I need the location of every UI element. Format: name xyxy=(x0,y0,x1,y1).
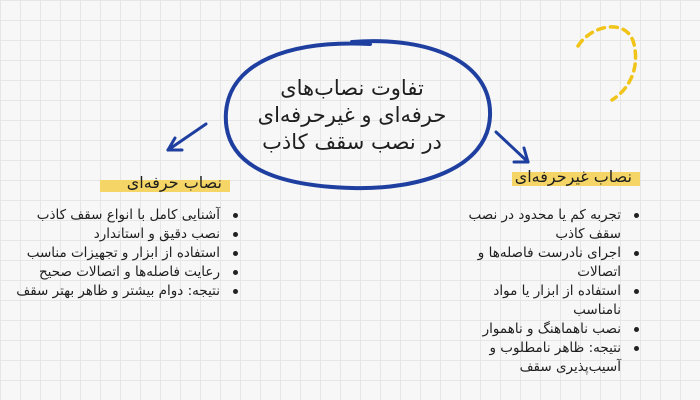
title-line-2: حرفه‌ای و غیرحرفه‌ای xyxy=(257,102,447,127)
right-list xyxy=(457,206,643,377)
list-item: آشنایی کامل با انواع سقف کاذب xyxy=(6,206,242,225)
center-title xyxy=(232,60,472,170)
list-item: تجربه کم یا محدود در نصب سقف کاذب xyxy=(457,206,643,244)
list-item: نصب دقیق و استاندارد xyxy=(6,225,242,244)
list-item: نتیجه: ظاهر نامطلوب و آسیب‌پذیری سقف xyxy=(457,339,643,377)
list-item: استفاده از ابزار یا مواد نامناسب xyxy=(457,282,643,320)
list-item: رعایت فاصله‌ها و اتصالات صحیح xyxy=(6,263,242,282)
list-item: نتیجه: دوام بیشتر و ظاهر بهتر سقف xyxy=(6,282,242,301)
title-line-1: تفاوت نصاب‌های xyxy=(280,75,424,100)
right-heading: نصاب غیرحرفه‌ای xyxy=(514,167,632,186)
arrow-left-icon xyxy=(168,124,206,150)
list-item: نصب ناهماهنگ و ناهموار xyxy=(457,320,643,339)
dashed-curve-decoration xyxy=(578,27,636,100)
list-item: اجرای نادرست فاصله‌ها و اتصالات xyxy=(457,244,643,282)
left-heading: نصاب حرفه‌ای xyxy=(126,173,222,192)
arrow-right-icon xyxy=(496,132,528,162)
list-item: استفاده از ابزار و تجهیزات مناسب xyxy=(6,244,242,263)
left-list xyxy=(6,206,242,301)
title-line-3: در نصب سقف کاذب xyxy=(262,129,442,154)
